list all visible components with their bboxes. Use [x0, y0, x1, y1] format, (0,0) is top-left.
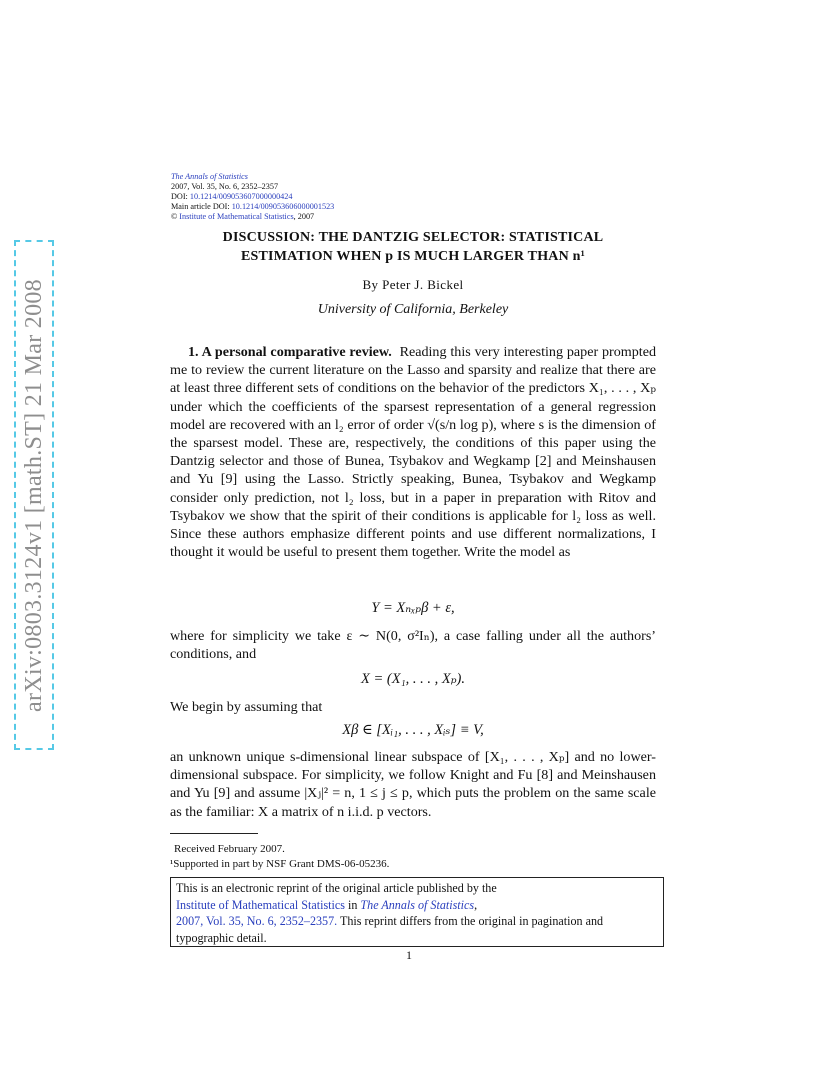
received-date: Received February 2007. — [174, 843, 285, 855]
reprint-text-1: This is an electronic reprint of the original article published by the — [176, 881, 497, 895]
equation-subspace: Xβ ∈ [Xᵢ₁, . . . , Xᵢₛ] ≡ V, — [342, 722, 484, 738]
arxiv-stamp-text: arXiv:0803.3124v1 [math.ST] 21 Mar 2008 — [20, 278, 47, 712]
doi-line — [171, 192, 334, 202]
reprint-notice: This is an electronic reprint of the original article published by the Institute of Mathematical Statistics in The Annals of Statistics, 2007, Vol. 35, No. 6, 2352–2357. This reprint differs from the original in pagination and typographic detail. — [170, 877, 664, 947]
main-doi-link[interactable]: 10.1214/009053606000001523 — [231, 201, 335, 211]
journal-link[interactable]: The Annals of Statistics — [360, 897, 475, 912]
citation-link[interactable]: 2007, Vol. 35, No. 6, 2352–2357. — [176, 914, 338, 929]
affiliation: University of California, Berkeley — [317, 302, 509, 317]
arxiv-stamp — [14, 240, 54, 750]
author: By Peter J. Bickel — [362, 277, 464, 292]
page-number: 1 — [406, 948, 412, 962]
paper-title — [170, 228, 656, 266]
copyright-line — [171, 212, 334, 222]
footnotes — [170, 842, 656, 872]
publisher-link[interactable]: Institute of Mathematical Statistics — [176, 897, 345, 912]
support-footnote: ¹Supported in part by NSF Grant DMS-06-05236. — [170, 858, 390, 870]
journal-header — [171, 172, 334, 222]
doi-link[interactable]: 10.1214/009053607000000424 — [189, 191, 293, 201]
doi-label: DOI: — [171, 191, 190, 201]
copyright-year: , 2007 — [293, 211, 315, 221]
main-doi-label: Main article DOI: — [171, 201, 232, 211]
reprint-in: in — [344, 897, 361, 912]
title-line-1: DISCUSSION: THE DANTZIG SELECTOR: STATISTICAL — [222, 230, 604, 245]
journal-volume: 2007, Vol. 35, No. 6, 2352–2357 — [171, 181, 279, 191]
reprint-text-2: This reprint differs from the original in pagination and typographic detail. — [176, 914, 604, 945]
section-1-paragraph-2: where for simplicity we take ε ∼ N(0, σ²Iₙ), a case falling under all the authors’ conditions, and — [170, 628, 656, 663]
copyright-symbol: © — [171, 211, 178, 221]
title-line-2: ESTIMATION WHEN p IS MUCH LARGER THAN n¹ — [241, 249, 585, 264]
section-1-paragraph-3: We begin by assuming that — [170, 699, 323, 715]
journal-name[interactable]: The Annals of Statistics — [171, 172, 248, 181]
footnote-rule — [170, 833, 258, 834]
main-doi-line — [171, 202, 334, 212]
section-1-paragraph-4: an unknown unique s-dimensional linear subspace of [X₁, . . . , Xₚ] and no lower-dimensional subspace. For simplicity, we follow Knight and Fu [8] and Meinshausen and Yu [9] and assume |Xⱼ|² = n, 1 ≤ j ≤ p, which puts the problem on the same scale as the familiar: X a matrix of n i.i.d. p vectors. — [170, 749, 656, 820]
equation-model: Y = Xₙₓₚβ + ε, — [371, 600, 455, 616]
section-heading: 1. A personal comparative review. — [188, 344, 392, 360]
copyright-link[interactable]: Institute of Mathematical Statistics — [179, 211, 294, 221]
paragraph-text: Reading this very interesting paper prompted me to review the current literature on the Lasso and sparsity and realize that there are at least three different sets of conditions on the behavior of the predictors X₁, . . . , Xₚ under which the coefficients of the sparsest representation of a general regression model are recovered with an l₂ error of order √(s/n log p), where s is the dimension of the sparsest model. These are, respectively, the conditions of this paper using the Dantzig selector and those of Bunea, Tsybakov and Wegkamp [2] and Meinshausen and Yu [9] using the Lasso. Strictly speaking, Bunea, Tsybakov and Wegkamp consider only prediction, not l₂ loss, but in a paper in preparation with Ritov and Tsybakov we show that the spirit of their conditions is applicable for l₂ loss as well. Since these authors emphasize different points and use different normalizations, I thought it would be useful to present them together. Write the model as — [170, 344, 657, 561]
equation-design-matrix: X = (X₁, . . . , Xₚ). — [361, 671, 465, 687]
section-1-paragraph-1 — [170, 343, 656, 561]
